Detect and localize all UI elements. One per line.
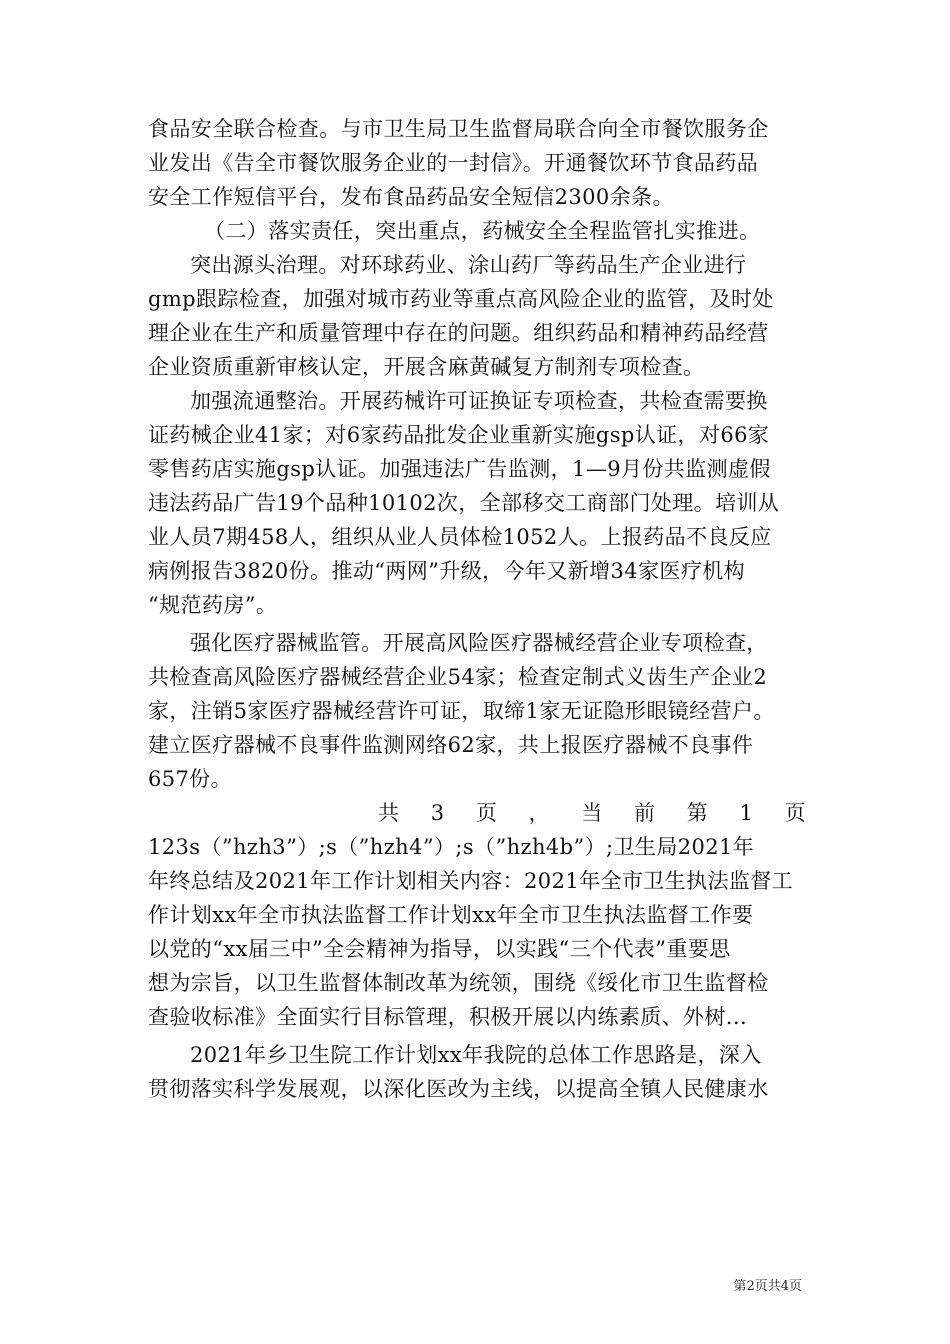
text-line: 建立医疗器械不良事件监测网络62家，共上报医疗器械不良事件 <box>148 733 754 757</box>
pager-char: 前 <box>634 801 656 825</box>
text-line: 病例报告3820份。推动“两网”升级，今年又新增34家医疗机构 <box>148 559 746 583</box>
text-line: 业人员7期458人，组织从业人员体检1052人。上报药品不良反应 <box>148 525 772 549</box>
section-heading: （二）落实责任，突出重点，药械安全全程监管扎实推进。 <box>204 219 761 243</box>
text-line: 查验收标准》全面实行目标管理，积极开展以内练素质、外树... <box>148 1005 748 1029</box>
text-line: 657份。 <box>148 767 233 791</box>
text-line: 安全工作短信平台，发布食品药品安全短信2300余条。 <box>148 185 674 209</box>
pager-char: 第 <box>686 801 709 825</box>
pager-char: 页 <box>475 801 498 825</box>
paragraph-start: 突出源头治理。对环球药业、涂山药厂等药品生产企业进行 <box>190 253 747 277</box>
text-line: 想为宗旨，以卫生监督体制改革为统领，围绕《绥化市卫生监督检 <box>148 971 769 995</box>
paragraph-start: 强化医疗器械监管。开展高风险医疗器械经营企业专项检查， <box>190 631 768 655</box>
pager-char: 当 <box>581 801 603 825</box>
text-line: 零售药店实施gsp认证。加强违法广告监测，1—9月份共监测虚假 <box>148 457 771 481</box>
paragraph-start: 2021年乡卫生院工作计划xx年我院的总体工作思路是，深入 <box>190 1043 762 1067</box>
text-line: 理企业在生产和质量管理中存在的问题。组织药品和精神药品经营 <box>148 321 769 345</box>
text-line: 家，注销5家医疗器械经营许可证，取缔1家无证隐形眼镜经营户。 <box>148 699 775 723</box>
text-line: 123s（”hzh3”）;s（”hzh4”）;s（”hzh4b”）;卫生局2021年 <box>148 835 755 859</box>
text-line: gmp跟踪检查，加强对城市药业等重点高风险企业的监管，及时处 <box>148 287 774 311</box>
pager-char: 页 <box>784 801 806 825</box>
page-counter-line <box>148 796 808 830</box>
text-line: 作计划xx年全市执法监督工作计划xx年全市卫生执法监督工作要 <box>148 903 754 927</box>
text-line: 贯彻落实科学发展观，以深化医改为主线，以提高全镇人民健康水 <box>148 1077 769 1101</box>
text-line: 证药械企业41家；对6家药品批发企业重新实施gsp认证，对66家 <box>148 423 770 447</box>
text-line: 违法药品广告19个品种10102次，全部移交工商部门处理。培训从 <box>148 491 780 515</box>
text-line: 共检查高风险医疗器械经营企业54家；检查定制式义齿生产企业2 <box>148 665 768 689</box>
pager-char: 1 <box>739 801 754 825</box>
document-body <box>148 112 808 1106</box>
text-line: 业发出《告全市餐饮服务企业的一封信》。开通餐饮环节食品药品 <box>148 151 759 175</box>
text-line: 食品安全联合检查。与市卫生局卫生监督局联合向全市餐饮服务企 <box>148 117 769 141</box>
text-line: 年终总结及2021年工作计划相关内容：2021年全市卫生执法监督工 <box>148 869 794 893</box>
pager-char: 3 <box>430 801 445 825</box>
text-line: 企业资质重新审核认定，开展含麻黄碱复方制剂专项检查。 <box>148 355 705 379</box>
text-line: 以党的“xx届三中”全会精神为指导，以实践“三个代表”重要思 <box>148 937 731 961</box>
pager-char: 共 <box>378 801 400 825</box>
text-line: “规范药房”。 <box>148 593 278 617</box>
page-footer: 第2页共4页 <box>733 1279 802 1294</box>
paragraph-start: 加强流通整治。开展药械许可证换证专项检查，共检查需要换 <box>190 389 768 413</box>
pager-char: ， <box>528 801 550 825</box>
